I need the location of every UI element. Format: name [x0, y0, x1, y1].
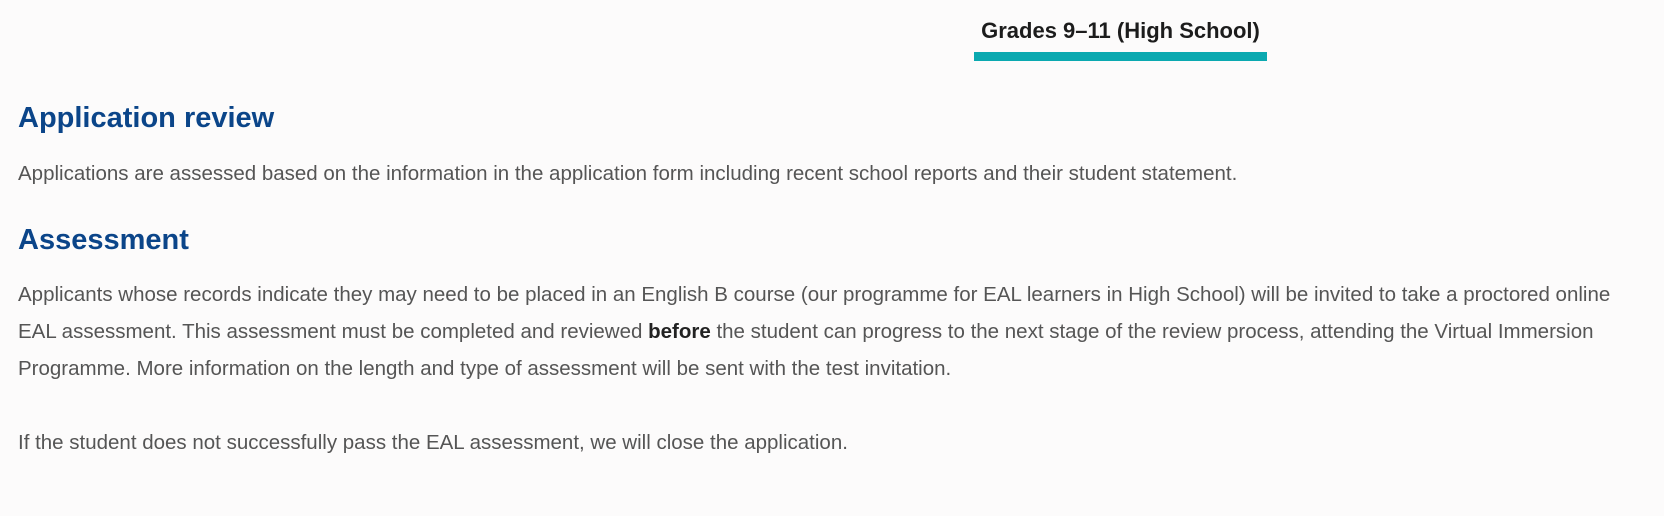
application-review-text: Applications are assessed based on the information in the application form including recent school reports and their student statement.: [18, 162, 1238, 185]
assessment-paragraph-2: If the student does not successfully pass the EAL assessment, we will close the application.: [18, 431, 848, 454]
tab-grades-9-11[interactable]: Grades 9–11 (High School): [974, 14, 1267, 61]
assessment-paragraph-1: [18, 276, 1648, 387]
assessment-text-before: Applicants whose records indicate they may need to be placed in an English B course (our programme for EAL learners in High School) will be invited to take a proctored online EAL assessment. This assessment must be completed and reviewed: [18, 283, 1611, 343]
assessment-text-bold: before: [648, 320, 711, 343]
assessment-heading: Assessment: [18, 224, 189, 256]
main-content: [18, 96, 1648, 461]
assessment-text-after: the student can progress to the next stage of the review process, attending the Virtual Immersion Programme. More information on the length and type of assessment will be sent with the test invitation.: [18, 320, 1594, 380]
application-review-heading: Application review: [18, 102, 275, 134]
